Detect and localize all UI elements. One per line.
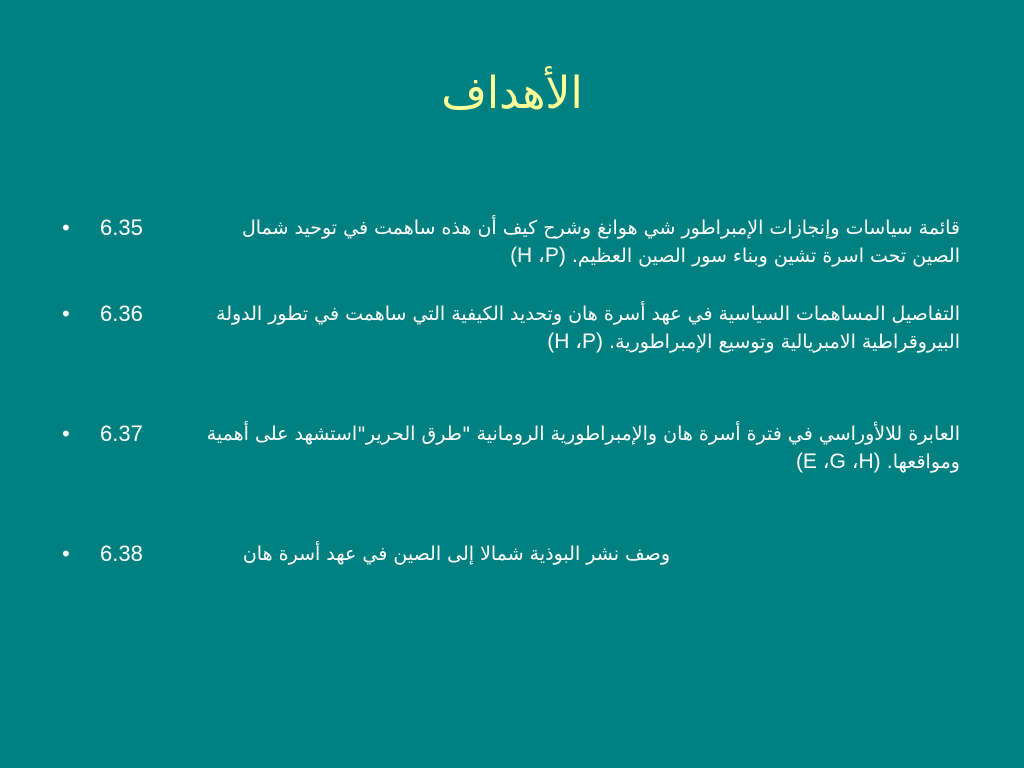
objective-line: وصف نشر البوذية شمالا إلى الصين في عهد أسرة هان [242, 543, 670, 565]
objective-line-text: الصين تحت اسرة تشين وبناء سور الصين العظيم. [571, 245, 960, 267]
objective-line-text: ومواقعها. [886, 451, 960, 473]
slide-title: الأهداف [441, 68, 583, 119]
objective-line: العابرة للالأوراسي في فترة أسرة هان والإمبراطورية الرومانية "طرق الحرير"استشهد على أهمية [206, 423, 960, 445]
bullet-icon: • [60, 422, 72, 446]
objective-text [160, 300, 960, 356]
objectives-list [60, 0, 960, 768]
list-item [60, 420, 960, 480]
bullet-icon: • [60, 302, 72, 326]
objective-number: 6.35 [100, 215, 143, 240]
objective-text [160, 420, 960, 476]
objective-text [210, 540, 670, 568]
objective-text [160, 214, 960, 270]
list-item [60, 214, 960, 274]
list-item [60, 540, 960, 570]
bullet-icon: • [60, 542, 72, 566]
objective-number: 6.38 [100, 541, 143, 566]
objective-codes: (E ،G ،H) [795, 450, 881, 473]
objective-codes: (H ،P) [510, 244, 566, 267]
bullet-icon: • [60, 216, 72, 240]
objective-line [160, 448, 960, 476]
objective-line: التفاصيل المساهمات السياسية في عهد أسرة هان وتحديد الكيفية التي ساهمت في تطور الدولة [216, 303, 960, 325]
list-item [60, 300, 960, 360]
objective-line-text: البيروقراطية الامبريالية وتوسيع الإمبراطورية. [609, 331, 960, 353]
objective-line [510, 245, 960, 267]
objective-number: 6.36 [100, 301, 143, 326]
objective-codes: (H ،P) [547, 330, 603, 353]
objective-line [547, 331, 960, 353]
objective-line: قائمة سياسات وإنجازات الإمبراطور شي هوانغ وشرح كيف أن هذه ساهمت في توحيد شمال [241, 217, 960, 239]
objective-number: 6.37 [100, 421, 143, 446]
